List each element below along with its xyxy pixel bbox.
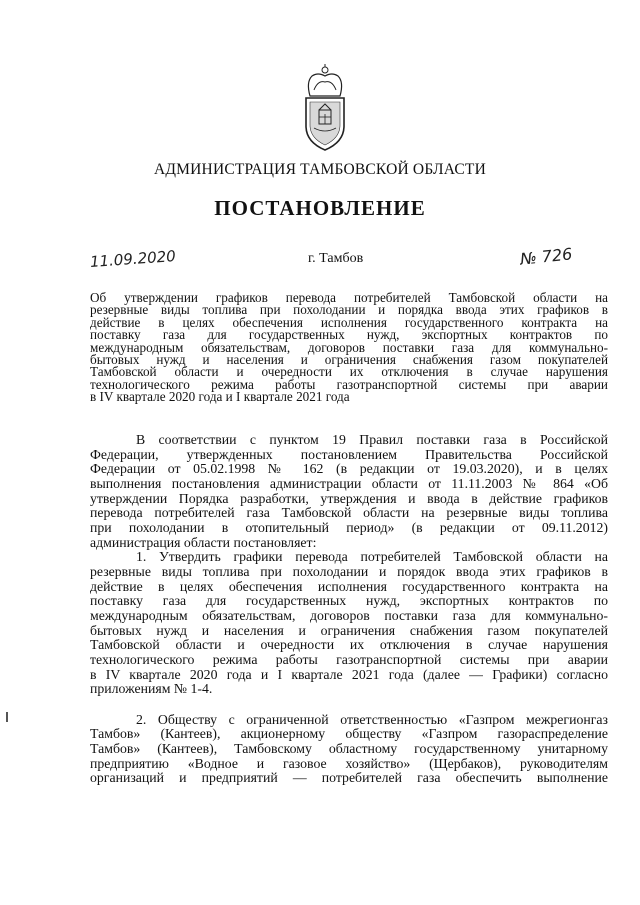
- preamble-line: утверждении Порядка разработки, утверждения и ввода в действие графиков: [90, 490, 608, 506]
- organization-title: АДМИНИСТРАЦИЯ ТАМБОВСКОЙ ОБЛАСТИ: [154, 161, 486, 178]
- item1-line: Тамбовской области и очередности их отключения в случае нарушения: [90, 637, 608, 653]
- handwritten-document-number: № 726: [519, 244, 574, 269]
- item1-line: действие в целях обеспечения исполнения государственного контракта на: [90, 578, 608, 594]
- item1-line: 1. Утвердить графики перевода потребителей Тамбовской области на: [136, 549, 608, 565]
- item1-line: международным обязательствам, договоров поставки газа для коммунально-: [90, 607, 608, 623]
- subject-line: Об утверждении графиков перевода потребителей Тамбовской области на: [90, 290, 608, 305]
- margin-mark: [6, 712, 8, 722]
- item1-line: резервные виды топлива при похолодании и порядок ввода этих графиков в: [90, 563, 608, 579]
- item2-line: Тамбов» (Кантеев), акционерному обществу «Газпром газораспределение: [90, 726, 608, 742]
- subject-line: поставку газа для государственных нужд, экспортных контрактов по: [90, 327, 608, 343]
- item1-line: бытовых нужд и населения и ограничения снабжения газом покупателей: [90, 622, 608, 638]
- paragraph-spacer: [90, 697, 608, 713]
- item1-line: в IV квартале 2020 года и I квартале 2021 года (далее — Графики) согласно: [90, 666, 608, 682]
- subject-line: Тамбовской области и очередности их отключения в случае нарушения: [90, 364, 608, 380]
- preamble-line: Федерации от 05.02.1998 № 162 (в редакции от 19.03.2020), и в целях: [90, 461, 608, 477]
- item1-line: технологического режима работы газотранспортной системы при аварии: [90, 651, 608, 667]
- subject-line: действие в целях обеспечения исполнения государственного контракта на: [90, 314, 608, 330]
- preamble-line: при похолодании в отопительный период» (в редакции от 09.11.2012): [90, 519, 608, 535]
- preamble-line: Федерации, утвержденных постановлением Правительства Российской: [90, 446, 608, 462]
- item2-line: предприятию «Водное и газовое хозяйство» (Щербаков), руководителям: [90, 755, 608, 771]
- preamble-line: перевода потребителей газа Тамбовской области на резервные виды топлива: [90, 505, 608, 521]
- subject-line: бытовых нужд и населения и ограничения снабжения газом покупателей: [90, 352, 608, 368]
- subject-line: резервные виды топлива при похолодании и порядка ввода этих графиков в: [90, 302, 608, 318]
- subject-line: международным обязательствам, договоров поставки газа для коммунально-: [90, 339, 608, 355]
- item1-line: поставку газа для государственных нужд, экспортных контрактов по: [90, 593, 608, 609]
- preamble-line: администрация области постановляет:: [90, 534, 317, 550]
- item1-line: приложениям № 1-4.: [90, 681, 213, 697]
- body-text: [90, 433, 608, 786]
- handwritten-date: 11.09.2020: [89, 247, 177, 271]
- tambov-coat-of-arms-emblem: [300, 56, 350, 154]
- preamble-line: В соответствии с пунктом 19 Правил поставки газа в Российской: [136, 432, 608, 447]
- item2-line: 2. Обществу с ограниченной ответственностью «Газпром межрегионгаз: [136, 711, 608, 727]
- subject-block: [90, 292, 608, 404]
- subject-line: в IV квартале 2020 года и I квартале 2021 года: [90, 389, 350, 405]
- preamble-line: выполнения постановления администрации области от 11.11.2003 № 864 «Об: [90, 475, 608, 491]
- item2-line: Тамбов» (Кантеев), Тамбовскому областному государственному унитарному: [90, 741, 608, 757]
- subject-line: технологического режима работы газотранспортной системы при аварии: [90, 376, 608, 392]
- city-label: г. Тамбов: [308, 251, 364, 266]
- document-type-heading: ПОСТАНОВЛЕНИЕ: [214, 196, 426, 220]
- item2-line: организаций и предприятий — потребителей газа обеспечить выполнение: [90, 770, 608, 786]
